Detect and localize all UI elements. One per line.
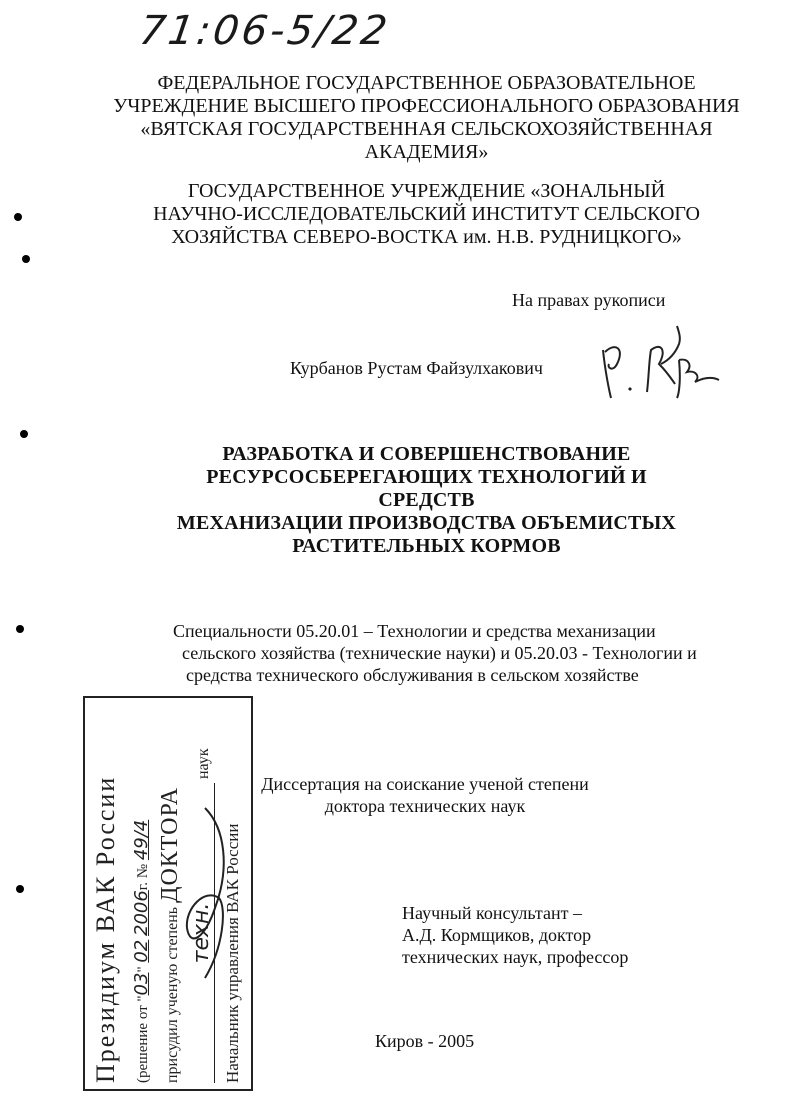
degree-line: Диссертация на соискание ученой степени [261,774,589,794]
stamp-presidium-line: Президиум ВАК России [91,775,120,1083]
dissertation-degree [250,773,600,817]
stamp-degree-prefix: присудил ученую степень [164,906,181,1083]
org-line: АКАДЕМИЯ» [364,141,489,163]
punch-hole-mark [20,430,28,438]
dissertation-title [160,443,693,558]
specialty-line: сельского хозяйства (технические науки) и 05.20.03 - Технологии и [182,643,697,663]
org-line: УЧРЕЖДЕНИЕ ВЫСШЕГО ПРОФЕССИОНАЛЬНОГО ОБРАЗОВАНИЯ [113,95,740,117]
consultant-line: А.Д. Кормщиков, доктор [402,925,592,945]
consultant-line: Научный консультант – [402,903,582,923]
author-signature [595,320,730,400]
stamp-decision-day: 03 [131,972,152,996]
vak-approval-stamp [83,696,253,1091]
org-line: НАУЧНО-ИССЛЕДОВАТЕЛЬСКИЙ ИНСТИТУТ СЕЛЬСКОГО [153,203,700,225]
stamp-decision-mid: " [135,966,151,973]
stamp-decision-line [131,820,152,1083]
consultant-line: технических наук, профессор [402,947,629,967]
organization-secondary [40,180,793,249]
org-line: ХОЗЯЙСТВА СЕВЕРО-ВОСТКА им. Н.В. РУДНИЦКОГО» [171,226,682,248]
stamp-decision-number: 49/4 [131,819,152,861]
org-line: ФЕДЕРАЛЬНОЕ ГОСУДАРСТВЕННОЕ ОБРАЗОВАТЕЛЬНОЕ [157,72,696,94]
stamp-decision-month: 02 [131,939,152,963]
scientific-consultant [402,902,628,968]
punch-hole-mark [16,625,24,633]
specialty-line: средства технического обслуживания в сельском хозяйстве [186,665,639,685]
stamp-head-line: Начальник управления ВАК России [223,823,242,1083]
title-line: РАСТИТЕЛЬНЫХ КОРМОВ [292,535,561,557]
title-line: РАЗРАБОТКА И СОВЕРШЕНСТВОВАНИЕ [222,443,631,465]
organization-primary [60,72,793,164]
title-line: МЕХАНИЗАЦИИ ПРОИЗВОДСТВА ОБЪЕМИСТЫХ [176,512,677,534]
punch-hole-mark [16,885,24,893]
org-line: «ВЯТСКАЯ ГОСУДАРСТВЕННАЯ СЕЛЬСКОХОЗЯЙСТВЕННАЯ [140,118,713,140]
stamp-field-suffix: наук [195,748,212,779]
org-line: ГОСУДАРСТВЕННОЕ УЧРЕЖДЕНИЕ «ЗОНАЛЬНЫЙ [187,180,666,202]
archive-number: 71:06-5/22 [136,8,393,54]
punch-hole-mark [22,255,30,263]
degree-line: доктора технических наук [324,796,526,816]
stamp-field-value: техн. [189,783,215,1083]
stamp-decision-prefix: (решение от " [135,995,151,1083]
stamp-decision-year: 2006 [131,890,152,936]
specialty-line: Специальности 05.20.01 – Технологии и средства механизации [173,621,656,641]
manuscript-rights: На правах рукописи [512,290,666,310]
city-year: Киров - 2005 [375,1031,475,1051]
specialty-block [170,620,780,686]
stamp-decision-suffix: г. № [135,863,151,891]
author-name: Курбанов Рустам Файзулхакович [290,358,543,378]
punch-hole-mark [14,213,22,221]
stamp-degree-value: ДОКТОРА [157,786,183,903]
stamp-official-signature [175,798,235,988]
title-line: РЕСУРСОСБЕРЕГАЮЩИХ ТЕХНОЛОГИЙ И СРЕДСТВ [206,466,647,511]
